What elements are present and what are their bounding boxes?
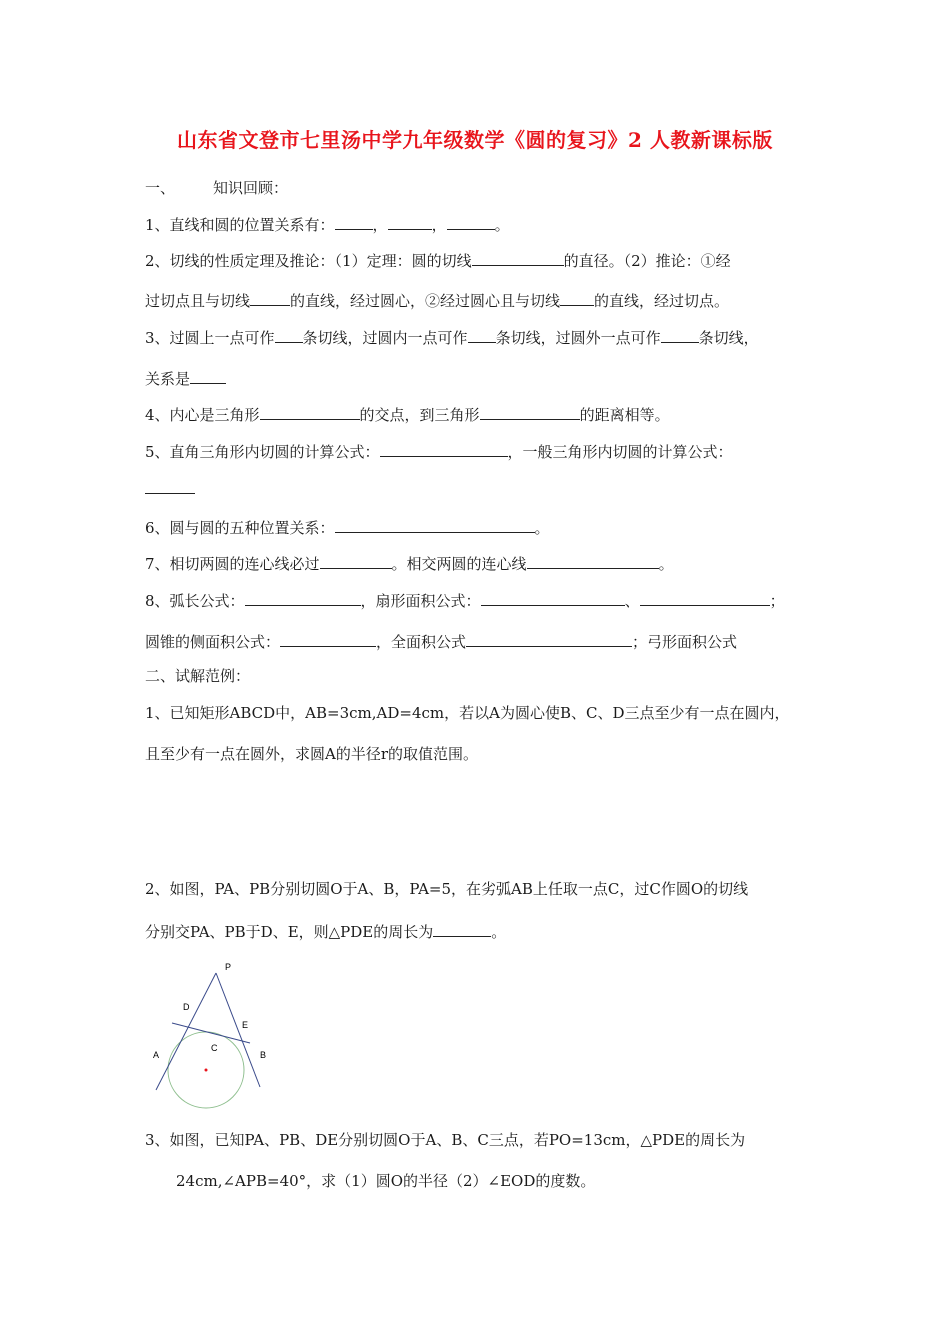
q8-blank-5[interactable] <box>466 631 632 647</box>
q2-blank-2[interactable] <box>250 290 290 306</box>
label-c: C <box>211 1043 218 1053</box>
q2-text-b: 的直径。（2）推论：①经 <box>563 252 731 270</box>
example-3-line-2: 24cm,∠APB=40°，求（1）圆O的半径（2）∠EOD的度数。 <box>176 1172 596 1190</box>
example-1-line-2: 且至少有一点在圆外，求圆A的半径r的取值范围。 <box>145 745 479 763</box>
q3-blank-1[interactable] <box>275 327 303 343</box>
question-3-line-1 <box>145 327 759 348</box>
question-4 <box>145 404 670 425</box>
question-6 <box>145 517 550 538</box>
q4-text-c: 的距离相等。 <box>579 406 670 424</box>
q3-blank-4[interactable] <box>190 368 226 384</box>
q2-text-e: 的直线，经过切点。 <box>594 292 730 310</box>
q1-sep-1: ， <box>372 216 388 234</box>
e2-end: 。 <box>491 923 507 941</box>
label-d: D <box>183 1002 190 1012</box>
q1-blank-1[interactable] <box>335 214 373 230</box>
q8-text-f: ，全面积公式 <box>376 633 467 651</box>
question-7 <box>145 553 674 574</box>
label-b: B <box>260 1050 267 1060</box>
q6-end: 。 <box>534 519 550 537</box>
question-2-line-2 <box>145 290 729 311</box>
q3-text-e: 关系是 <box>145 370 191 388</box>
q2-blank-1[interactable] <box>472 250 564 266</box>
q1-blank-3[interactable] <box>447 214 495 230</box>
q1-sep-2: ， <box>431 216 447 234</box>
question-8-line-2 <box>145 631 737 652</box>
example-2-line-1: 2、如图，PA、PB分别切圆O于A、B，PA=5，在劣弧AB上任取一点C，过C作圆O的切线 <box>145 880 749 898</box>
q8-text-b: ，扇形面积公式： <box>360 592 481 610</box>
q2-blank-3[interactable] <box>560 290 594 306</box>
q8-blank-2[interactable] <box>481 590 625 606</box>
example-3-line-1: 3、如图，已知PA、PB、DE分别切圆O于A、B、C三点，若PO=13cm，△PDE的周长为 <box>145 1131 746 1149</box>
q7-text-a: 7、相切两圆的连心线必过 <box>145 555 320 573</box>
section-1-heading <box>145 178 288 198</box>
q4-text-b: 的交点，到三角形 <box>359 406 480 424</box>
q4-blank-1[interactable] <box>260 404 360 420</box>
q2-text-c: 过切点且与切线 <box>145 292 251 310</box>
section-1-number: 一、 <box>145 179 176 197</box>
q8-text-d: ； <box>769 592 785 610</box>
document-title: 山东省文登市七里汤中学九年级数学《圆的复习》2 人教新课标版 <box>177 128 773 152</box>
q7-end: 。 <box>658 555 674 573</box>
label-p: P <box>225 962 232 972</box>
circle-center-dot <box>205 1069 208 1072</box>
q5-text-a: 5、直角三角形内切圆的计算公式： <box>145 443 380 461</box>
q7-text-b: 。相交两圆的连心线 <box>391 555 527 573</box>
tangent-line-de <box>172 1023 250 1043</box>
q3-text-c: 条切线，过圆外一点可作 <box>495 329 661 347</box>
q3-text-b: 条切线，过圆内一点可作 <box>302 329 468 347</box>
q1-text: 1、直线和圆的位置关系有： <box>145 216 335 234</box>
q8-text-e: 圆锥的侧面积公式： <box>145 633 281 651</box>
q7-blank-2[interactable] <box>527 553 659 569</box>
example-2-line-2 <box>145 921 506 942</box>
q5-blank-1[interactable] <box>380 441 508 457</box>
label-a: A <box>153 1050 160 1060</box>
question-5-line-2 <box>145 478 195 499</box>
q5-text-b: ，一般三角形内切圆的计算公式： <box>507 443 733 461</box>
q2-text-a: 2、切线的性质定理及推论：（1）定理：圆的切线 <box>145 252 472 270</box>
q3-text-d: 条切线， <box>698 329 759 347</box>
q6-text-a: 6、圆与圆的五种位置关系： <box>145 519 335 537</box>
q8-text-g: ；弓形面积公式 <box>632 633 738 651</box>
e2-text-b: 分别交PA、PB于D、E，则△PDE的周长为 <box>145 923 434 941</box>
q8-text-a: 8、弧长公式： <box>145 592 245 610</box>
q8-blank-3[interactable] <box>640 590 770 606</box>
q3-text-a: 3、过圆上一点可作 <box>145 329 275 347</box>
e2-blank[interactable] <box>433 921 491 937</box>
question-2-line-1 <box>145 250 731 271</box>
question-1 <box>145 214 510 235</box>
q7-blank-1[interactable] <box>320 553 392 569</box>
q5-blank-2[interactable] <box>145 478 195 494</box>
q6-blank-1[interactable] <box>335 517 535 533</box>
q3-blank-2[interactable] <box>468 327 496 343</box>
question-8-line-1 <box>145 590 785 611</box>
q4-blank-2[interactable] <box>480 404 580 420</box>
q2-text-d: 的直线，经过圆心，②经过圆心且与切线 <box>290 292 561 310</box>
q1-blank-2[interactable] <box>388 214 432 230</box>
q1-end: 。 <box>494 216 510 234</box>
label-e: E <box>242 1020 249 1030</box>
q8-text-c: 、 <box>624 592 640 610</box>
q8-blank-1[interactable] <box>245 590 361 606</box>
section-1-label: 知识回顾： <box>213 179 289 197</box>
section-2-heading: 二、试解范例： <box>145 667 251 685</box>
question-3-line-2 <box>145 368 226 389</box>
q8-blank-4[interactable] <box>280 631 376 647</box>
question-5-line-1 <box>145 441 733 462</box>
q4-text-a: 4、内心是三角形 <box>145 406 260 424</box>
tangent-figure <box>140 955 290 1115</box>
tangent-line-pb <box>216 973 260 1087</box>
q3-blank-3[interactable] <box>661 327 699 343</box>
example-1-line-1: 1、已知矩形ABCD中，AB=3cm,AD=4cm，若以A为圆心使B、C、D三点至少有一点在圆内， <box>145 704 790 722</box>
